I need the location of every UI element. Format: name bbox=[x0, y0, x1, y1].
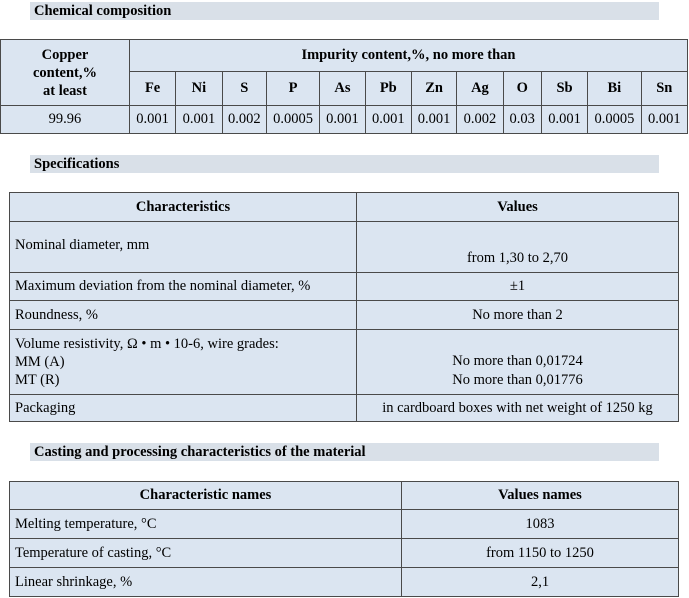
values-column-header: Values bbox=[357, 193, 679, 222]
section-title-chemical-composition: Chemical composition bbox=[30, 2, 659, 20]
casting-characteristics-table bbox=[9, 481, 679, 597]
cast-value-melting-temperature: 1083 bbox=[402, 510, 679, 539]
element-header-ni: Ni bbox=[176, 72, 222, 106]
grade-mm-value: No more than 0,01724 bbox=[452, 353, 583, 369]
grade-mt-label: MT (R) bbox=[15, 372, 60, 388]
specifications-table bbox=[9, 192, 679, 422]
element-header-fe: Fe bbox=[129, 72, 175, 106]
copper-header-line: Copper bbox=[41, 46, 89, 63]
cast-name-linear-shrinkage: Linear shrinkage, % bbox=[10, 568, 402, 597]
impurity-value-fe: 0.001 bbox=[129, 106, 175, 134]
element-header-s: S bbox=[222, 72, 266, 106]
section-title-casting-processing: Casting and processing characteristics of the material bbox=[30, 443, 659, 461]
copper-header-line: content,% bbox=[32, 64, 97, 81]
spec-value-nominal-diameter: from 1,30 to 2,70 bbox=[357, 222, 679, 273]
spec-name-roundness: Roundness, % bbox=[10, 301, 357, 330]
impurity-value-pb: 0.001 bbox=[365, 106, 411, 134]
impurity-value-bi: 0.0005 bbox=[588, 106, 641, 134]
values-names-column-header: Values names bbox=[402, 482, 679, 510]
element-header-o: O bbox=[503, 72, 541, 106]
cast-name-melting-temperature: Melting temperature, °C bbox=[10, 510, 402, 539]
cast-value-casting-temperature: from 1150 to 1250 bbox=[402, 539, 679, 568]
cast-name-casting-temperature: Temperature of casting, °C bbox=[10, 539, 402, 568]
spec-value-roundness: No more than 2 bbox=[357, 301, 679, 330]
grade-mm-label: MM (A) bbox=[15, 354, 65, 370]
element-header-sn: Sn bbox=[641, 72, 687, 106]
grade-mt-value: No more than 0,01776 bbox=[452, 372, 583, 388]
copper-content-header bbox=[1, 40, 130, 106]
resistivity-label: Volume resistivity, Ω • m • 10-6, wire grades: bbox=[15, 336, 279, 352]
element-header-sb: Sb bbox=[541, 72, 587, 106]
characteristics-column-header: Characteristics bbox=[10, 193, 357, 222]
impurity-value-o: 0.03 bbox=[503, 106, 541, 134]
spec-name-packaging: Packaging bbox=[10, 395, 357, 422]
impurity-content-header: Impurity content,%, no more than bbox=[129, 40, 687, 72]
impurity-value-zn: 0.001 bbox=[411, 106, 456, 134]
element-header-ag: Ag bbox=[457, 72, 503, 106]
impurity-value-sn: 0.001 bbox=[641, 106, 687, 134]
impurity-value-ni: 0.001 bbox=[176, 106, 222, 134]
spec-value-max-deviation: ±1 bbox=[357, 273, 679, 301]
element-header-pb: Pb bbox=[365, 72, 411, 106]
section-title-specifications: Specifications bbox=[30, 155, 659, 173]
element-header-p: P bbox=[266, 72, 319, 106]
spec-name-volume-resistivity bbox=[10, 330, 357, 395]
element-header-bi: Bi bbox=[588, 72, 641, 106]
spec-value-volume-resistivity bbox=[357, 330, 679, 395]
impurity-value-as: 0.001 bbox=[320, 106, 365, 134]
spec-value-packaging: in cardboard boxes with net weight of 1250 kg bbox=[357, 395, 679, 422]
impurity-value-ag: 0.002 bbox=[457, 106, 503, 134]
spec-name-nominal-diameter: Nominal diameter, mm bbox=[10, 222, 357, 273]
element-header-as: As bbox=[320, 72, 365, 106]
element-header-zn: Zn bbox=[411, 72, 456, 106]
impurity-value-p: 0.0005 bbox=[266, 106, 319, 134]
cast-value-linear-shrinkage: 2,1 bbox=[402, 568, 679, 597]
characteristic-names-column-header: Characteristic names bbox=[10, 482, 402, 510]
spec-name-max-deviation: Maximum deviation from the nominal diameter, % bbox=[10, 273, 357, 301]
impurity-value-sb: 0.001 bbox=[541, 106, 587, 134]
impurity-value-s: 0.002 bbox=[222, 106, 266, 134]
chemical-composition-table bbox=[0, 39, 688, 134]
copper-header-line: at least bbox=[43, 82, 87, 99]
copper-content-value: 99.96 bbox=[1, 106, 130, 134]
